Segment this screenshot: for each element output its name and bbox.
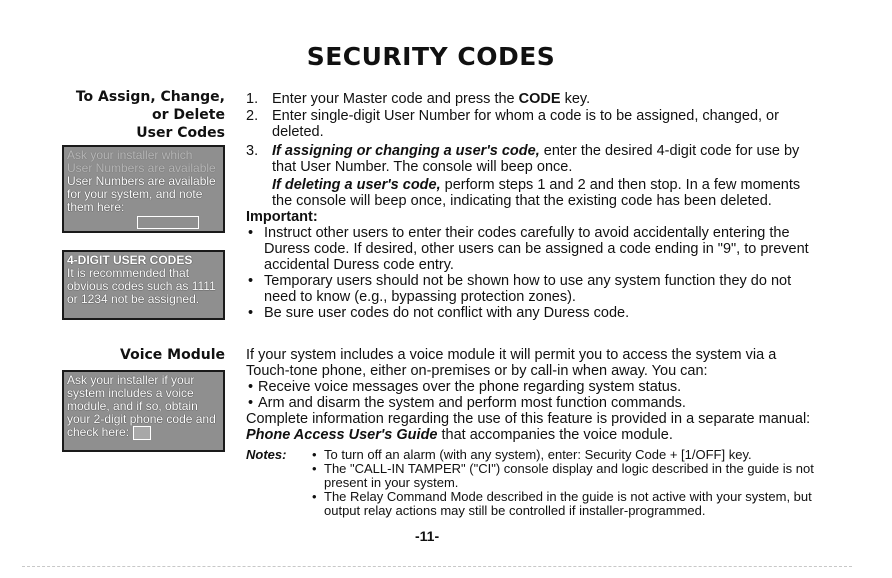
step-1: 1. Enter your Master code and press the CODE key.	[246, 91, 591, 107]
voice-bullet: • Arm and disarm the system and perform most function commands.	[246, 395, 816, 411]
user-numbers-box: Ask your installer which User Numbers are available User Numbers are available for your system, and note them here:	[62, 145, 225, 233]
voice-bullet: • Receive voice messages over the phone regarding system status.	[246, 379, 816, 395]
step-3: 3. If assigning or changing a user's code, enter the desired 4-digit code for use by that User Number. The console will beep once. If deleting a user's code, perform steps 1 and 2 and then stop. In a few moments the console will beep once, indicating that the existing code has been deleted.	[246, 143, 801, 209]
notes-section	[246, 448, 826, 518]
important-bullet: • Be sure user codes do not conflict with any Duress code.	[246, 305, 816, 321]
important-bullet: • Instruct other users to enter their codes carefully to avoid accidentally entering the Duress code. If desired, other users can be assigned a code ending in "9", to prevent accidental Duress code entry.	[246, 225, 816, 273]
page-number: -11-	[415, 528, 440, 544]
voice-intro: If your system includes a voice module it will permit you to access the system via a Touch-tone phone, either on-premises or by call-in when away. You can:	[246, 347, 777, 379]
voice-module-heading: Voice Module	[120, 347, 225, 363]
steps-list	[246, 91, 816, 321]
phone-code-checkbox	[133, 426, 151, 440]
note-item: • The "CALL-IN TAMPER" ("CI") console display and logic described in the guide is not present in your system.	[246, 462, 826, 490]
bottom-divider	[22, 566, 852, 567]
note-item: • To turn off an alarm (with any system), enter: Security Code + [1/OFF] key.	[246, 448, 826, 462]
important-bullet: • Temporary users should not be shown how to use any system function they do not need to know (e.g., bypassing protection zones).	[246, 273, 816, 305]
voice-section	[246, 347, 816, 443]
assign-codes-heading: To Assign, Change, or Delete User Codes	[75, 89, 225, 141]
notes-label: Notes:	[246, 447, 287, 462]
user-numbers-note-field	[137, 216, 199, 229]
four-digit-codes-box: 4-DIGIT USER CODES It is recommended that obvious codes such as 1111 or 1234 not be assigned.	[62, 250, 225, 320]
page-title: SECURITY CODES	[306, 42, 556, 71]
note-item: • The Relay Command Mode described in the guide is not active with your system, but output relay actions may still be controlled if installer-programmed.	[246, 490, 826, 518]
step-2: 2. Enter single-digit User Number for whom a code is to be assigned, changed, or deleted.	[246, 108, 779, 140]
important-heading: Important:	[246, 209, 318, 225]
voice-complete-info: Complete information regarding the use of this feature is provided in a separate manual: Phone Access User's Guide that accompanies the voice module.	[246, 411, 811, 443]
voice-module-box: Ask your installer if your system includes a voice module, and if so, obtain your 2-digit phone code and check here:	[62, 370, 225, 452]
